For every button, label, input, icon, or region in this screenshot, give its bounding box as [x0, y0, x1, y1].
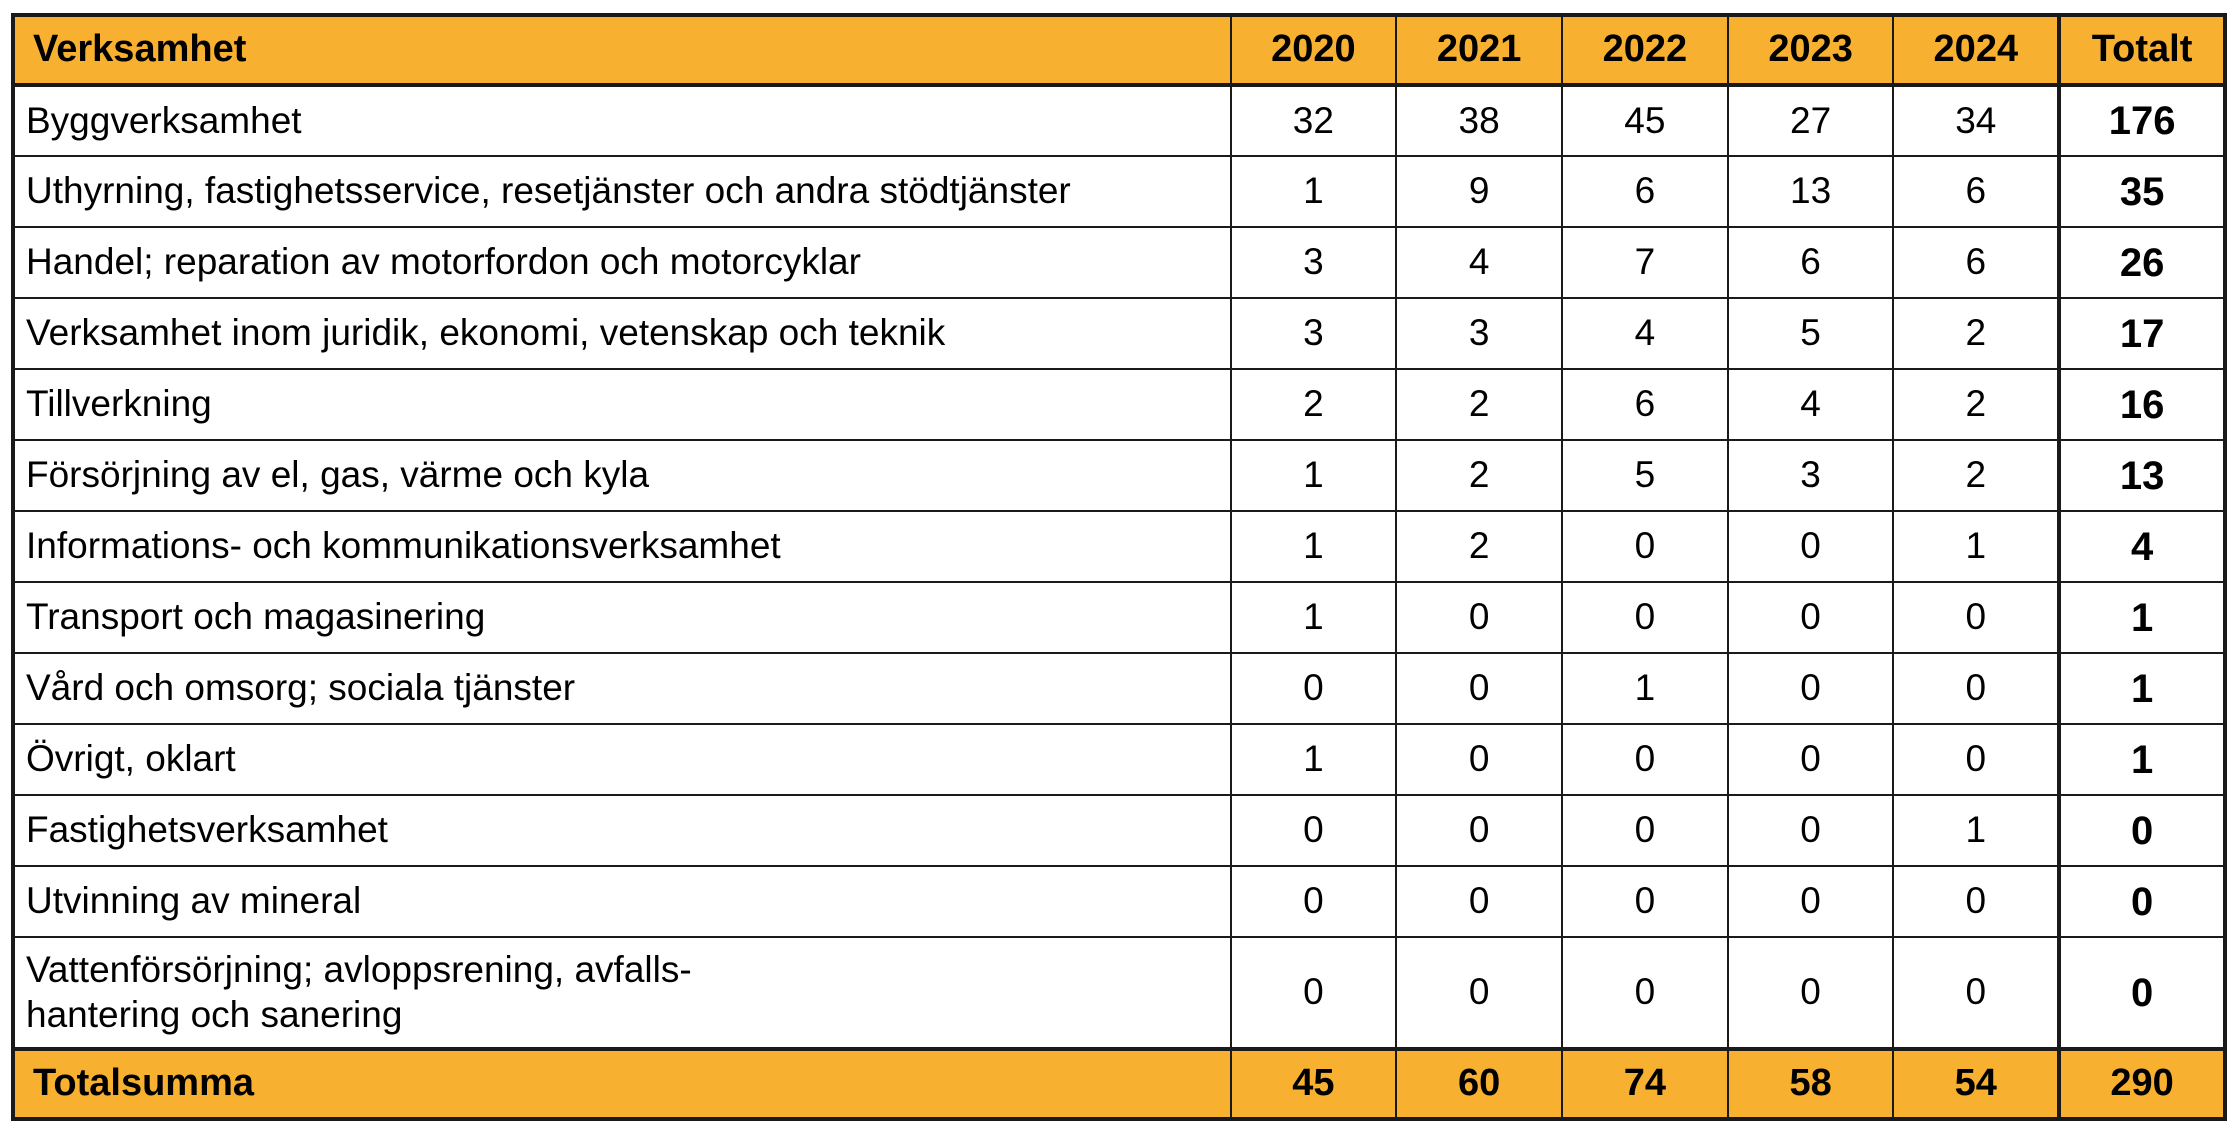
- row-value: 0: [1396, 937, 1562, 1049]
- row-value: 4: [1562, 298, 1728, 369]
- row-value: 0: [1893, 653, 2059, 724]
- row-value: 2: [1396, 369, 1562, 440]
- row-value: 0: [1396, 866, 1562, 937]
- footer-value: 58: [1728, 1049, 1894, 1119]
- row-total: 0: [2059, 937, 2225, 1049]
- row-total: 4: [2059, 511, 2225, 582]
- row-total: 176: [2059, 85, 2225, 156]
- row-value: 2: [1893, 298, 2059, 369]
- row-value: 0: [1562, 937, 1728, 1049]
- row-label: Informations- och kommunikationsverksamhet: [13, 511, 1231, 582]
- row-value: 34: [1893, 85, 2059, 156]
- table-row: [13, 85, 2225, 156]
- activity-table: [11, 13, 2227, 1121]
- row-value: 1: [1893, 511, 2059, 582]
- row-value: 1: [1231, 582, 1397, 653]
- row-total: 0: [2059, 795, 2225, 866]
- row-value: 5: [1728, 298, 1894, 369]
- row-label: Övrigt, oklart: [13, 724, 1231, 795]
- header-year: 2024: [1893, 15, 2059, 85]
- row-label: Utvinning av mineral: [13, 866, 1231, 937]
- row-label: Handel; reparation av motorfordon och motorcyklar: [13, 227, 1231, 298]
- header-year: 2022: [1562, 15, 1728, 85]
- table-row: [13, 156, 2225, 227]
- row-value: 0: [1728, 795, 1894, 866]
- row-value: 6: [1893, 156, 2059, 227]
- row-value: 38: [1396, 85, 1562, 156]
- row-value: 2: [1893, 440, 2059, 511]
- header-total: Totalt: [2059, 15, 2225, 85]
- header-year: 2023: [1728, 15, 1894, 85]
- row-value: 5: [1562, 440, 1728, 511]
- table-row: [13, 795, 2225, 866]
- row-value: 45: [1562, 85, 1728, 156]
- row-value: 7: [1562, 227, 1728, 298]
- row-value: 1: [1231, 156, 1397, 227]
- row-value: 0: [1728, 724, 1894, 795]
- row-value: 9: [1396, 156, 1562, 227]
- table-row: [13, 866, 2225, 937]
- row-value: 0: [1728, 511, 1894, 582]
- row-value: 6: [1562, 369, 1728, 440]
- row-value: 1: [1231, 511, 1397, 582]
- table-container: [11, 13, 2227, 1121]
- row-value: 0: [1231, 866, 1397, 937]
- row-value: 0: [1396, 795, 1562, 866]
- row-value: 4: [1728, 369, 1894, 440]
- row-value: 2: [1231, 369, 1397, 440]
- row-total: 16: [2059, 369, 2225, 440]
- footer-value: 74: [1562, 1049, 1728, 1119]
- row-label-line: Vattenförsörjning; avloppsrening, avfalls-: [26, 949, 692, 991]
- row-value: 6: [1728, 227, 1894, 298]
- table-row: [13, 227, 2225, 298]
- table-row: [13, 937, 2225, 1049]
- row-label: Fastighetsverksamhet: [13, 795, 1231, 866]
- header-row: [13, 15, 2225, 85]
- row-label: Byggverksamhet: [13, 85, 1231, 156]
- row-value: 0: [1728, 937, 1894, 1049]
- footer-value: 54: [1893, 1049, 2059, 1119]
- table-row: [13, 724, 2225, 795]
- row-value: 0: [1728, 866, 1894, 937]
- row-value: 2: [1396, 511, 1562, 582]
- row-value: 0: [1562, 582, 1728, 653]
- row-value: 0: [1728, 582, 1894, 653]
- row-value: 6: [1893, 227, 2059, 298]
- row-value: 0: [1231, 653, 1397, 724]
- row-total: 1: [2059, 582, 2225, 653]
- row-label: Verksamhet inom juridik, ekonomi, vetenskap och teknik: [13, 298, 1231, 369]
- row-value: 1: [1562, 653, 1728, 724]
- row-value: 0: [1728, 653, 1894, 724]
- table-row: [13, 511, 2225, 582]
- row-total: 17: [2059, 298, 2225, 369]
- row-label: Vård och omsorg; sociala tjänster: [13, 653, 1231, 724]
- row-total: 26: [2059, 227, 2225, 298]
- row-value: 1: [1231, 724, 1397, 795]
- row-label: Tillverkning: [13, 369, 1231, 440]
- row-value: 2: [1396, 440, 1562, 511]
- row-total: 13: [2059, 440, 2225, 511]
- table-row: [13, 369, 2225, 440]
- row-value: 1: [1231, 440, 1397, 511]
- row-value: 32: [1231, 85, 1397, 156]
- table-row: [13, 582, 2225, 653]
- row-label: [13, 937, 1231, 1049]
- header-year: 2021: [1396, 15, 1562, 85]
- row-value: 3: [1728, 440, 1894, 511]
- row-value: 1: [1893, 795, 2059, 866]
- row-value: 3: [1231, 298, 1397, 369]
- row-value: 2: [1893, 369, 2059, 440]
- row-total: 1: [2059, 653, 2225, 724]
- footer-row: [13, 1049, 2225, 1119]
- row-value: 0: [1562, 724, 1728, 795]
- table-row: [13, 440, 2225, 511]
- row-label: Försörjning av el, gas, värme och kyla: [13, 440, 1231, 511]
- row-value: 0: [1396, 653, 1562, 724]
- row-value: 0: [1396, 724, 1562, 795]
- row-label: Uthyrning, fastighetsservice, resetjänster och andra stödtjänster: [13, 156, 1231, 227]
- row-label-line: hantering och sanering: [26, 993, 403, 1035]
- row-value: 0: [1893, 937, 2059, 1049]
- row-value: 0: [1562, 795, 1728, 866]
- row-value: 0: [1231, 937, 1397, 1049]
- footer-value: 45: [1231, 1049, 1397, 1119]
- row-value: 0: [1893, 724, 2059, 795]
- footer-label: Totalsumma: [13, 1049, 1231, 1119]
- table-row: [13, 298, 2225, 369]
- header-year: 2020: [1231, 15, 1397, 85]
- row-value: 6: [1562, 156, 1728, 227]
- row-value: 0: [1562, 511, 1728, 582]
- row-value: 0: [1396, 582, 1562, 653]
- footer-value: 60: [1396, 1049, 1562, 1119]
- row-label: Transport och magasinering: [13, 582, 1231, 653]
- row-total: 35: [2059, 156, 2225, 227]
- row-value: 4: [1396, 227, 1562, 298]
- row-value: 0: [1893, 582, 2059, 653]
- row-value: 3: [1231, 227, 1397, 298]
- table-row: [13, 653, 2225, 724]
- row-value: 0: [1893, 866, 2059, 937]
- row-value: 3: [1396, 298, 1562, 369]
- header-category: Verksamhet: [13, 15, 1231, 85]
- row-total: 1: [2059, 724, 2225, 795]
- row-value: 0: [1562, 866, 1728, 937]
- row-value: 27: [1728, 85, 1894, 156]
- row-total: 0: [2059, 866, 2225, 937]
- row-value: 13: [1728, 156, 1894, 227]
- footer-total: 290: [2059, 1049, 2225, 1119]
- row-value: 0: [1231, 795, 1397, 866]
